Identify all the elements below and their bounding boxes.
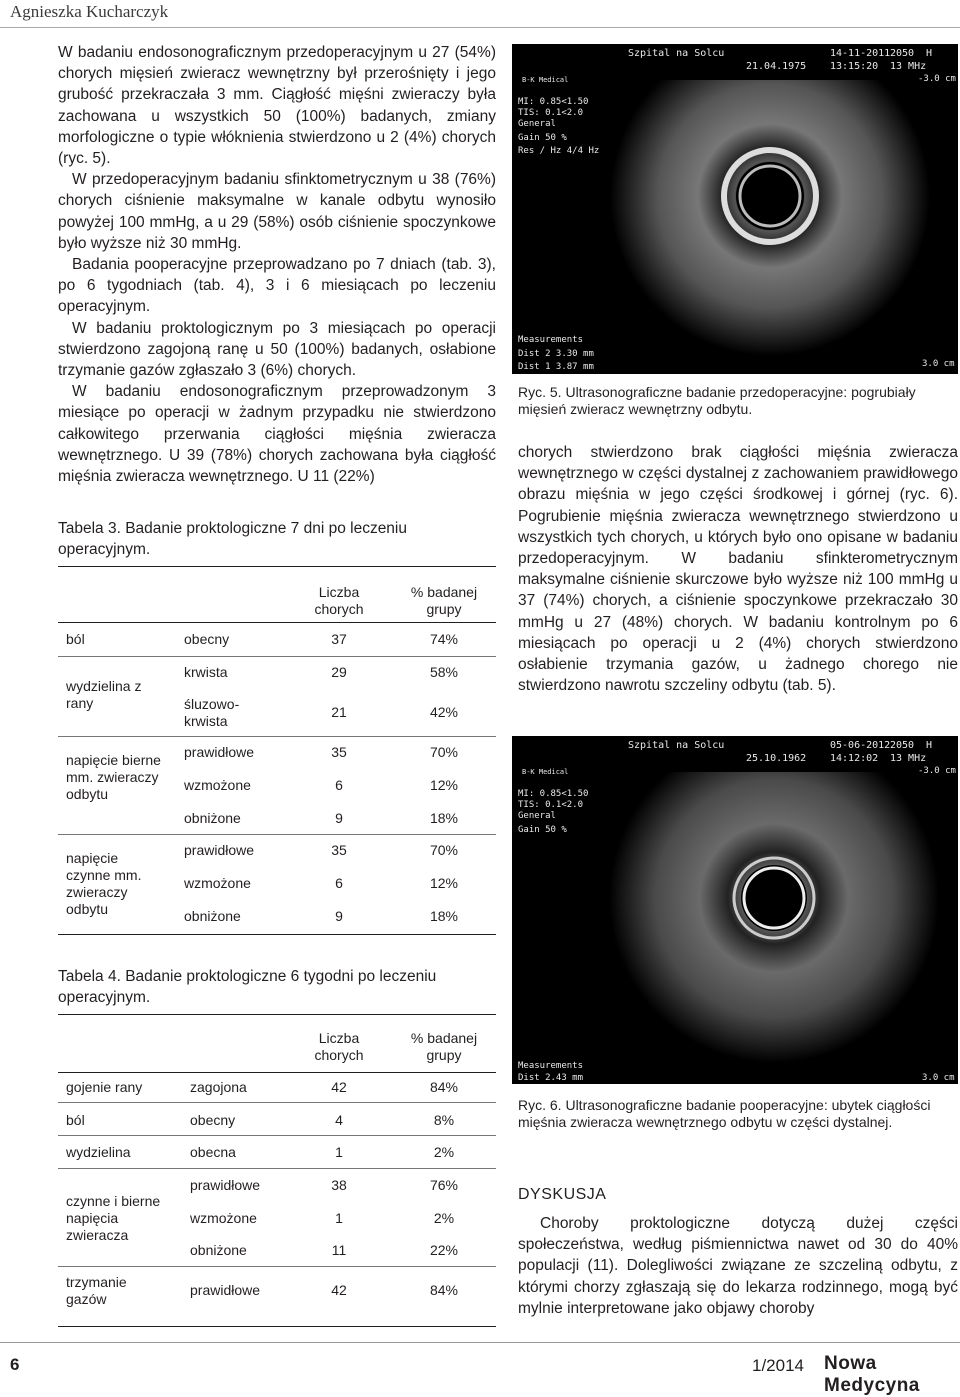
us-gain: Gain 50 % — [518, 133, 567, 143]
table4-row-sub: prawidłowe — [190, 1282, 261, 1298]
us-general: General — [518, 811, 556, 821]
table4-row-group: trzymanie gazów — [66, 1274, 127, 1307]
table4-row-sub: obecny — [190, 1112, 236, 1128]
paragraph: W badaniu proktologicznym po 3 miesiącach po operacji stwierdzono zagojoną ranę u 50 (100%) badanych, osłabione trzymanie gazów zgłaszało 3 (6%) chorych. — [58, 319, 496, 380]
table3-row-p: 12% — [429, 875, 459, 891]
us-dist1: Dist 1 3.87 mm — [518, 362, 594, 372]
table3-row-sub: krwista — [184, 664, 228, 680]
table-rule — [58, 1168, 496, 1169]
table3-row-sub: obecny — [184, 631, 230, 647]
table3-row-p: 42% — [429, 704, 459, 720]
us-probe-suffix: H — [926, 740, 933, 751]
table4-row-sub: wzmożone — [190, 1210, 257, 1226]
table4-group-label: czynne i bierne napięcia zwieracza — [66, 1193, 161, 1243]
table3-row-n: 9 — [335, 908, 343, 924]
table3-caption: Tabela 3. Badanie proktologiczne 7 dni po leczeniu operacyjnym. — [58, 520, 407, 558]
paragraph: Badania pooperacyjne przeprowadzano po 7 dniach (tab. 3), po 6 tygodniach (tab. 4), 3 i 6 miesiącach po leczeniu operacyjnym. — [58, 256, 496, 316]
table4-caption: Tabela 4. Badanie proktologiczne 6 tygodni po leczeniu operacyjnym. — [58, 968, 437, 1006]
table-rule — [58, 622, 496, 623]
page-number: 6 — [10, 1355, 20, 1374]
us-freq: 13 MHz — [890, 753, 927, 764]
table4-row-n: 42 — [331, 1282, 347, 1298]
us-mi: MI: 0.85<1.50 — [518, 97, 589, 107]
us-depth-top: -3.0 cm — [918, 74, 956, 84]
us-brand: B-K Medical — [522, 76, 569, 84]
table4-row-p: 84% — [429, 1079, 459, 1095]
running-header-author: Agnieszka Kucharczyk — [10, 2, 169, 21]
figure5-svg — [512, 44, 958, 374]
table3-row-p: 58% — [429, 664, 459, 680]
table3-header-count: Liczba chorych — [314, 584, 364, 617]
table-rule — [58, 1072, 496, 1073]
table3-group-label: wydzielina z rany — [66, 678, 142, 711]
table3-row-sub: obniżone — [184, 908, 241, 924]
table-rule — [58, 934, 496, 935]
table4-row-group: wydzielina — [66, 1144, 131, 1160]
table-rule — [58, 736, 496, 737]
table3-row-n: 21 — [331, 704, 347, 720]
table3-row-sub: wzmożone — [184, 875, 251, 891]
figure6-caption: Ryc. 6. Ultrasonograficzne badanie pooperacyjne: ubytek ciągłości mięśnia zwieracza wewnętrznego odbytu w części dystalnej. — [518, 1097, 931, 1130]
table3-row-n: 6 — [335, 875, 343, 891]
us-res: Res / Hz 4/4 Hz — [518, 146, 600, 156]
us-probe-suffix: H — [926, 48, 933, 59]
probe-lumen — [736, 162, 804, 230]
us-general: General — [518, 119, 556, 129]
table3-row-sub: obniżone — [184, 810, 241, 826]
table4-row-n: 11 — [331, 1242, 347, 1258]
figure6-svg — [512, 736, 958, 1084]
us-date: 05-06-2012 — [830, 740, 891, 751]
paragraph: W badaniu endosonograficznym przeprowadzonym 3 miesiące po operacji w żadnym przypadku nie stwierdzono całkowitego przerwania ciągłości mięśnia zwieracza wewnętrznego. U 39 (78%) chorych zachowana była ciągłość mięśnia zwieracza wewnętrznego. U 11 (22%) — [58, 383, 496, 486]
us-date: 14-11-2011 — [830, 48, 891, 59]
probe-lumen — [741, 865, 807, 931]
us-dist: Dist 2.43 mm — [518, 1073, 584, 1083]
header-divider — [0, 27, 960, 28]
table3-row-p: 18% — [429, 810, 459, 826]
us-probe: 2050 — [890, 740, 915, 751]
table3-row-p: 70% — [429, 842, 459, 858]
table4-row-sub: prawidłowe — [190, 1177, 261, 1193]
table4-row-group: ból — [66, 1112, 85, 1128]
us-brand: B-K Medical — [522, 768, 569, 776]
table4-row-p: 76% — [429, 1177, 459, 1193]
us-hospital: Szpital na Solcu — [628, 48, 725, 59]
us-time: 13:15:20 — [830, 61, 879, 72]
table4-header-pct: % badanej grupy — [410, 1030, 478, 1063]
table-rule — [58, 656, 496, 657]
table4-row-n: 4 — [335, 1112, 343, 1128]
table3-row-p: 12% — [429, 777, 459, 793]
us-probe: 2050 — [890, 48, 915, 59]
table3-row-n: 37 — [331, 631, 347, 647]
table3 — [58, 566, 496, 936]
table4-row-p: 8% — [433, 1112, 455, 1128]
us-gain: Gain 50 % — [518, 825, 567, 835]
table-rule — [58, 566, 496, 567]
table-rule — [58, 1135, 496, 1136]
table-rule — [58, 1014, 496, 1015]
paragraph: W badaniu endosonograficznym przedoperacyjnym u 27 (54%) chorych mięsień zwieracz wewnętrzny był przerośnięty i jego grubość przekraczała 3 mm. Ciągłość mięśni zwieraczy była zachowana u wszystkich 50 (100%) badanych, zmiany morfologiczne o typie włóknienia stwierdzono u 2 (4%) chorych (ryc. 5). — [58, 44, 496, 168]
discussion-text-block — [518, 1213, 958, 1319]
us-freq: 13 MHz — [890, 61, 927, 72]
us-time: 14:12:02 — [830, 753, 879, 764]
table4-row-p: 2% — [433, 1144, 455, 1160]
table-rule — [58, 1326, 496, 1327]
figure6-ultrasound-image — [512, 736, 958, 1084]
journal-title: Nowa Medycyna — [824, 1353, 920, 1396]
us-dob: 21.04.1975 — [746, 61, 807, 72]
table3-header-pct: % badanej grupy — [410, 584, 478, 617]
us-tis: TIS: 0.1<2.0 — [518, 800, 584, 810]
right-column-text — [518, 442, 958, 696]
table3-row-p: 18% — [429, 908, 459, 924]
table4-row-p: 84% — [429, 1282, 459, 1298]
table3-row-sub: prawidłowe — [184, 744, 255, 760]
paragraph: Choroby proktologiczne dotyczą dużej części społeczeństwa, według piśmiennictwa nawet od 30 do 40% populacji (11). Dolegliwości związane ze szczeliną odbytu, z którymi chorzy zgłaszają się do lekarza rodzinnego, mogą być mylnie interpretowane jako objawy choroby — [518, 1215, 958, 1317]
table3-group-label: napięcie czynne mm. zwieraczy odbytu — [66, 850, 142, 917]
table4-header-count: Liczba chorych — [314, 1030, 364, 1063]
table-rule — [58, 1266, 496, 1267]
table3-row-sub: wzmożone — [184, 777, 251, 793]
section-heading: DYSKUSJA — [518, 1186, 607, 1203]
issue-number: 1/2014 — [752, 1356, 804, 1375]
us-dist2: Dist 2 3.30 mm — [518, 349, 594, 359]
table4-row-n: 38 — [331, 1177, 347, 1193]
us-hospital: Szpital na Solcu — [628, 740, 725, 751]
table4-row-sub: obecna — [190, 1144, 236, 1160]
table4-row-n: 1 — [335, 1144, 343, 1160]
left-column-text — [58, 42, 496, 487]
table3-row-n: 6 — [335, 777, 343, 793]
us-depth-top: -3.0 cm — [918, 766, 956, 776]
us-measurements: Measurements — [518, 1061, 584, 1071]
table3-row-sub: prawidłowe — [184, 842, 255, 858]
table4-row-n: 42 — [331, 1079, 347, 1095]
table3-row-p: 70% — [429, 744, 459, 760]
table3-group-label: napięcie bierne mm. zwieraczy odbytu — [66, 752, 161, 802]
table4-row-group: gojenie rany — [66, 1079, 143, 1095]
paragraph: chorych stwierdzono brak ciągłości mięśnia zwieracza wewnętrznego w części dystalnej z zachowaniem prawidłowego obrazu mięśnia w jego części środkowej i górnej (ryc. 6). Pogrubienie mięśnia zwieracza wewnętrznego stwierdzono u wszystkich tych chorych, u których było ono opisane w badaniu przedoperacyjnym. W badaniu sfinkterometrycznym maksymalne ciśnienie skurczowe było wyższe niż 100 mmHg u 37 (74%) chorych, a ciśnienie spoczynkowe przekraczało 30 mmHg u 27 (48%) chorych. W badaniu kontrolnym po 6 miesiącach po operacji u 2 (4%) chorych stwierdzono osłabienie trzymania gazów, u żadnego chorego nie stwierdzono nawrotu szczeliny odbytu (tab. 5). — [518, 444, 958, 695]
us-tis: TIS: 0.1<2.0 — [518, 108, 584, 118]
us-dob: 25.10.1962 — [746, 753, 807, 764]
table4-row-n: 1 — [335, 1210, 343, 1226]
table-rule — [58, 834, 496, 835]
table4-row-p: 22% — [429, 1242, 459, 1258]
paragraph: W przedoperacyjnym badaniu sfinktometrycznym u 38 (76%) chorych ciśnienie maksymalne w kanale odbytu wynosiło powyżej 100 mmHg, a u 29 (58%) osób ciśnienie spoczynkowe było wyższe niż 30 mmHg. — [58, 171, 496, 252]
table3-row-n: 35 — [331, 744, 347, 760]
figure5-ultrasound-image — [512, 44, 958, 374]
table3-row-p: 74% — [429, 631, 459, 647]
us-depth-bottom: 3.0 cm — [922, 359, 955, 369]
table4 — [58, 1014, 496, 1328]
table-rule — [58, 1102, 496, 1103]
us-mi: MI: 0.85<1.50 — [518, 789, 589, 799]
table3-row-group: ból — [66, 631, 85, 647]
table4-row-p: 2% — [433, 1210, 455, 1226]
us-measurements: Measurements — [518, 335, 584, 345]
footer-divider — [0, 1342, 960, 1343]
table4-row-sub: zagojona — [190, 1079, 247, 1095]
table4-row-sub: obniżone — [190, 1242, 247, 1258]
us-depth-bottom: 3.0 cm — [922, 1073, 955, 1083]
table3-row-n: 35 — [331, 842, 347, 858]
table3-row-sub: śluzowo-krwista — [184, 696, 240, 729]
figure5-caption: Ryc. 5. Ultrasonograficzne badanie przedoperacyjne: pogrubiały mięsień zwieracz wewnętrzny odbytu. — [518, 384, 916, 417]
table3-row-n: 9 — [335, 810, 343, 826]
table3-row-n: 29 — [331, 664, 347, 680]
